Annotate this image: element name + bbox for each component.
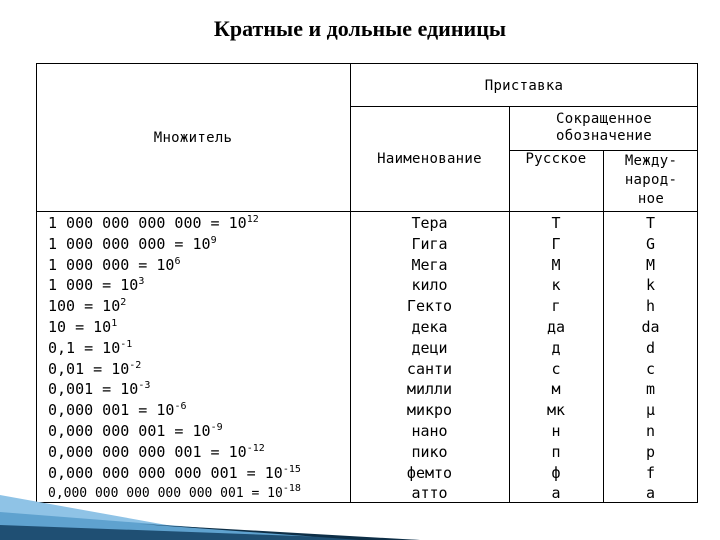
row-prefix-name: санти <box>406 359 453 378</box>
decorative-corner-shape <box>0 450 720 540</box>
multiplier-value: 0,000 000 001 = 10 <box>48 422 211 440</box>
row-russian-abbr: а <box>551 484 561 503</box>
row-international-abbr: h <box>645 297 656 316</box>
row-russian-abbr: м <box>551 380 561 399</box>
row-russian-abbr: мк <box>546 401 566 420</box>
row-multiplier <box>48 359 141 380</box>
row-russian-abbr: с <box>551 359 561 378</box>
row-prefix-name: Гига <box>411 234 448 253</box>
row-international-abbr: f <box>645 463 656 482</box>
row-multiplier <box>48 213 259 234</box>
multiplier-exponent: -6 <box>174 401 187 413</box>
multiplier-exponent: -2 <box>129 359 142 371</box>
row-multiplier <box>48 317 117 338</box>
row-russian-abbr: к <box>551 276 561 295</box>
row-prefix-name: Гекто <box>406 297 453 316</box>
row-multiplier <box>48 234 217 255</box>
divider-header-body <box>36 211 698 212</box>
row-international-abbr: p <box>645 442 656 461</box>
multiplier-exponent: 3 <box>138 276 145 288</box>
page-title: Кратные и дольные единицы <box>213 16 507 41</box>
row-international-abbr: c <box>645 359 656 378</box>
multiplier-value: 0,1 = 10 <box>48 338 121 357</box>
multiplier-exponent: 2 <box>120 297 127 309</box>
header-international-line: ное <box>637 191 665 207</box>
row-russian-abbr: д <box>551 338 561 357</box>
row-prefix-name: фемто <box>406 463 453 482</box>
row-multiplier <box>48 400 186 421</box>
row-prefix-name: Тера <box>411 214 448 232</box>
header-international-line: Между- <box>624 153 678 169</box>
multiplier-exponent: 12 <box>246 214 259 225</box>
multiplier-value: 1 000 000 000 000 = 10 <box>48 214 247 232</box>
row-prefix-name: нано <box>411 422 448 440</box>
row-russian-abbr: п <box>551 442 561 461</box>
multiplier-exponent: -18 <box>282 483 301 495</box>
multiplier-value: 1 000 000 000 = 10 <box>48 234 211 253</box>
multiplier-exponent: -1 <box>120 338 133 350</box>
header-international-line: народ- <box>624 172 678 188</box>
row-russian-abbr: ф <box>551 463 561 482</box>
row-russian-abbr: г <box>551 297 561 316</box>
row-russian-abbr: Г <box>551 234 561 253</box>
header-name: Наименование <box>377 151 482 167</box>
multiplier-value: 0,000 000 000 001 = 10 <box>48 442 247 461</box>
multiplier-exponent: -9 <box>210 422 223 433</box>
row-international-abbr: a <box>645 484 656 503</box>
multiplier-value: 0,000 000 000 000 000 001 = 10 <box>48 486 283 502</box>
row-international-abbr: k <box>645 276 656 295</box>
header-abbreviation-line: обозначение <box>555 128 653 144</box>
row-prefix-name: атто <box>411 484 448 503</box>
row-russian-abbr: да <box>546 318 566 336</box>
multiplier-value: 1 000 000 = 10 <box>48 255 175 274</box>
header-abbreviation-line: Сокращенное <box>555 111 653 127</box>
row-multiplier <box>48 379 150 400</box>
header-international <box>606 152 696 209</box>
multiplier-value: 10 = 10 <box>48 318 112 336</box>
multiplier-value: 0,000 001 = 10 <box>48 401 175 420</box>
row-prefix-name: дека <box>411 318 448 336</box>
row-international-abbr: G <box>645 234 656 253</box>
multiplier-exponent: -15 <box>282 463 301 475</box>
row-international-abbr: da <box>641 318 660 336</box>
row-international-abbr: n <box>645 422 656 440</box>
multiplier-value: 0,01 = 10 <box>48 359 130 378</box>
row-international-abbr: d <box>645 338 656 357</box>
header-russian: Русское <box>525 151 587 167</box>
row-prefix-name: кило <box>411 276 448 295</box>
header-prefix: Приставка <box>484 78 564 94</box>
row-prefix-name: Мега <box>411 255 448 274</box>
row-russian-abbr: Т <box>551 214 561 232</box>
row-russian-abbr: М <box>551 255 561 274</box>
multiplier-exponent: -12 <box>246 442 265 454</box>
multiplier-exponent: 9 <box>210 234 217 246</box>
row-international-abbr: T <box>645 214 656 232</box>
row-international-abbr: μ <box>645 401 656 420</box>
row-multiplier <box>48 338 132 359</box>
multiplier-exponent: -3 <box>138 380 151 392</box>
row-prefix-name: деци <box>411 338 448 357</box>
row-prefix-name: микро <box>406 401 453 420</box>
multiplier-exponent: 6 <box>174 255 181 267</box>
header-abbreviation <box>512 111 696 145</box>
row-international-abbr: m <box>645 380 656 399</box>
row-prefix-name: пико <box>411 442 448 461</box>
multiplier-value: 0,000 000 000 000 001 = 10 <box>48 463 283 482</box>
row-prefix-name: милли <box>406 380 453 399</box>
header-multiplier: Множитель <box>153 130 233 146</box>
row-multiplier <box>48 255 180 276</box>
divider-prefix-header <box>350 106 698 107</box>
multiplier-value: 0,001 = 10 <box>48 380 139 399</box>
row-multiplier <box>48 296 126 317</box>
row-multiplier <box>48 275 144 296</box>
multiplier-value: 100 = 10 <box>48 297 121 316</box>
row-international-abbr: M <box>645 255 656 274</box>
row-russian-abbr: н <box>551 422 561 440</box>
row-multiplier <box>48 421 223 442</box>
multiplier-value: 1 000 = 10 <box>48 276 139 295</box>
multiplier-exponent: 1 <box>111 318 118 329</box>
